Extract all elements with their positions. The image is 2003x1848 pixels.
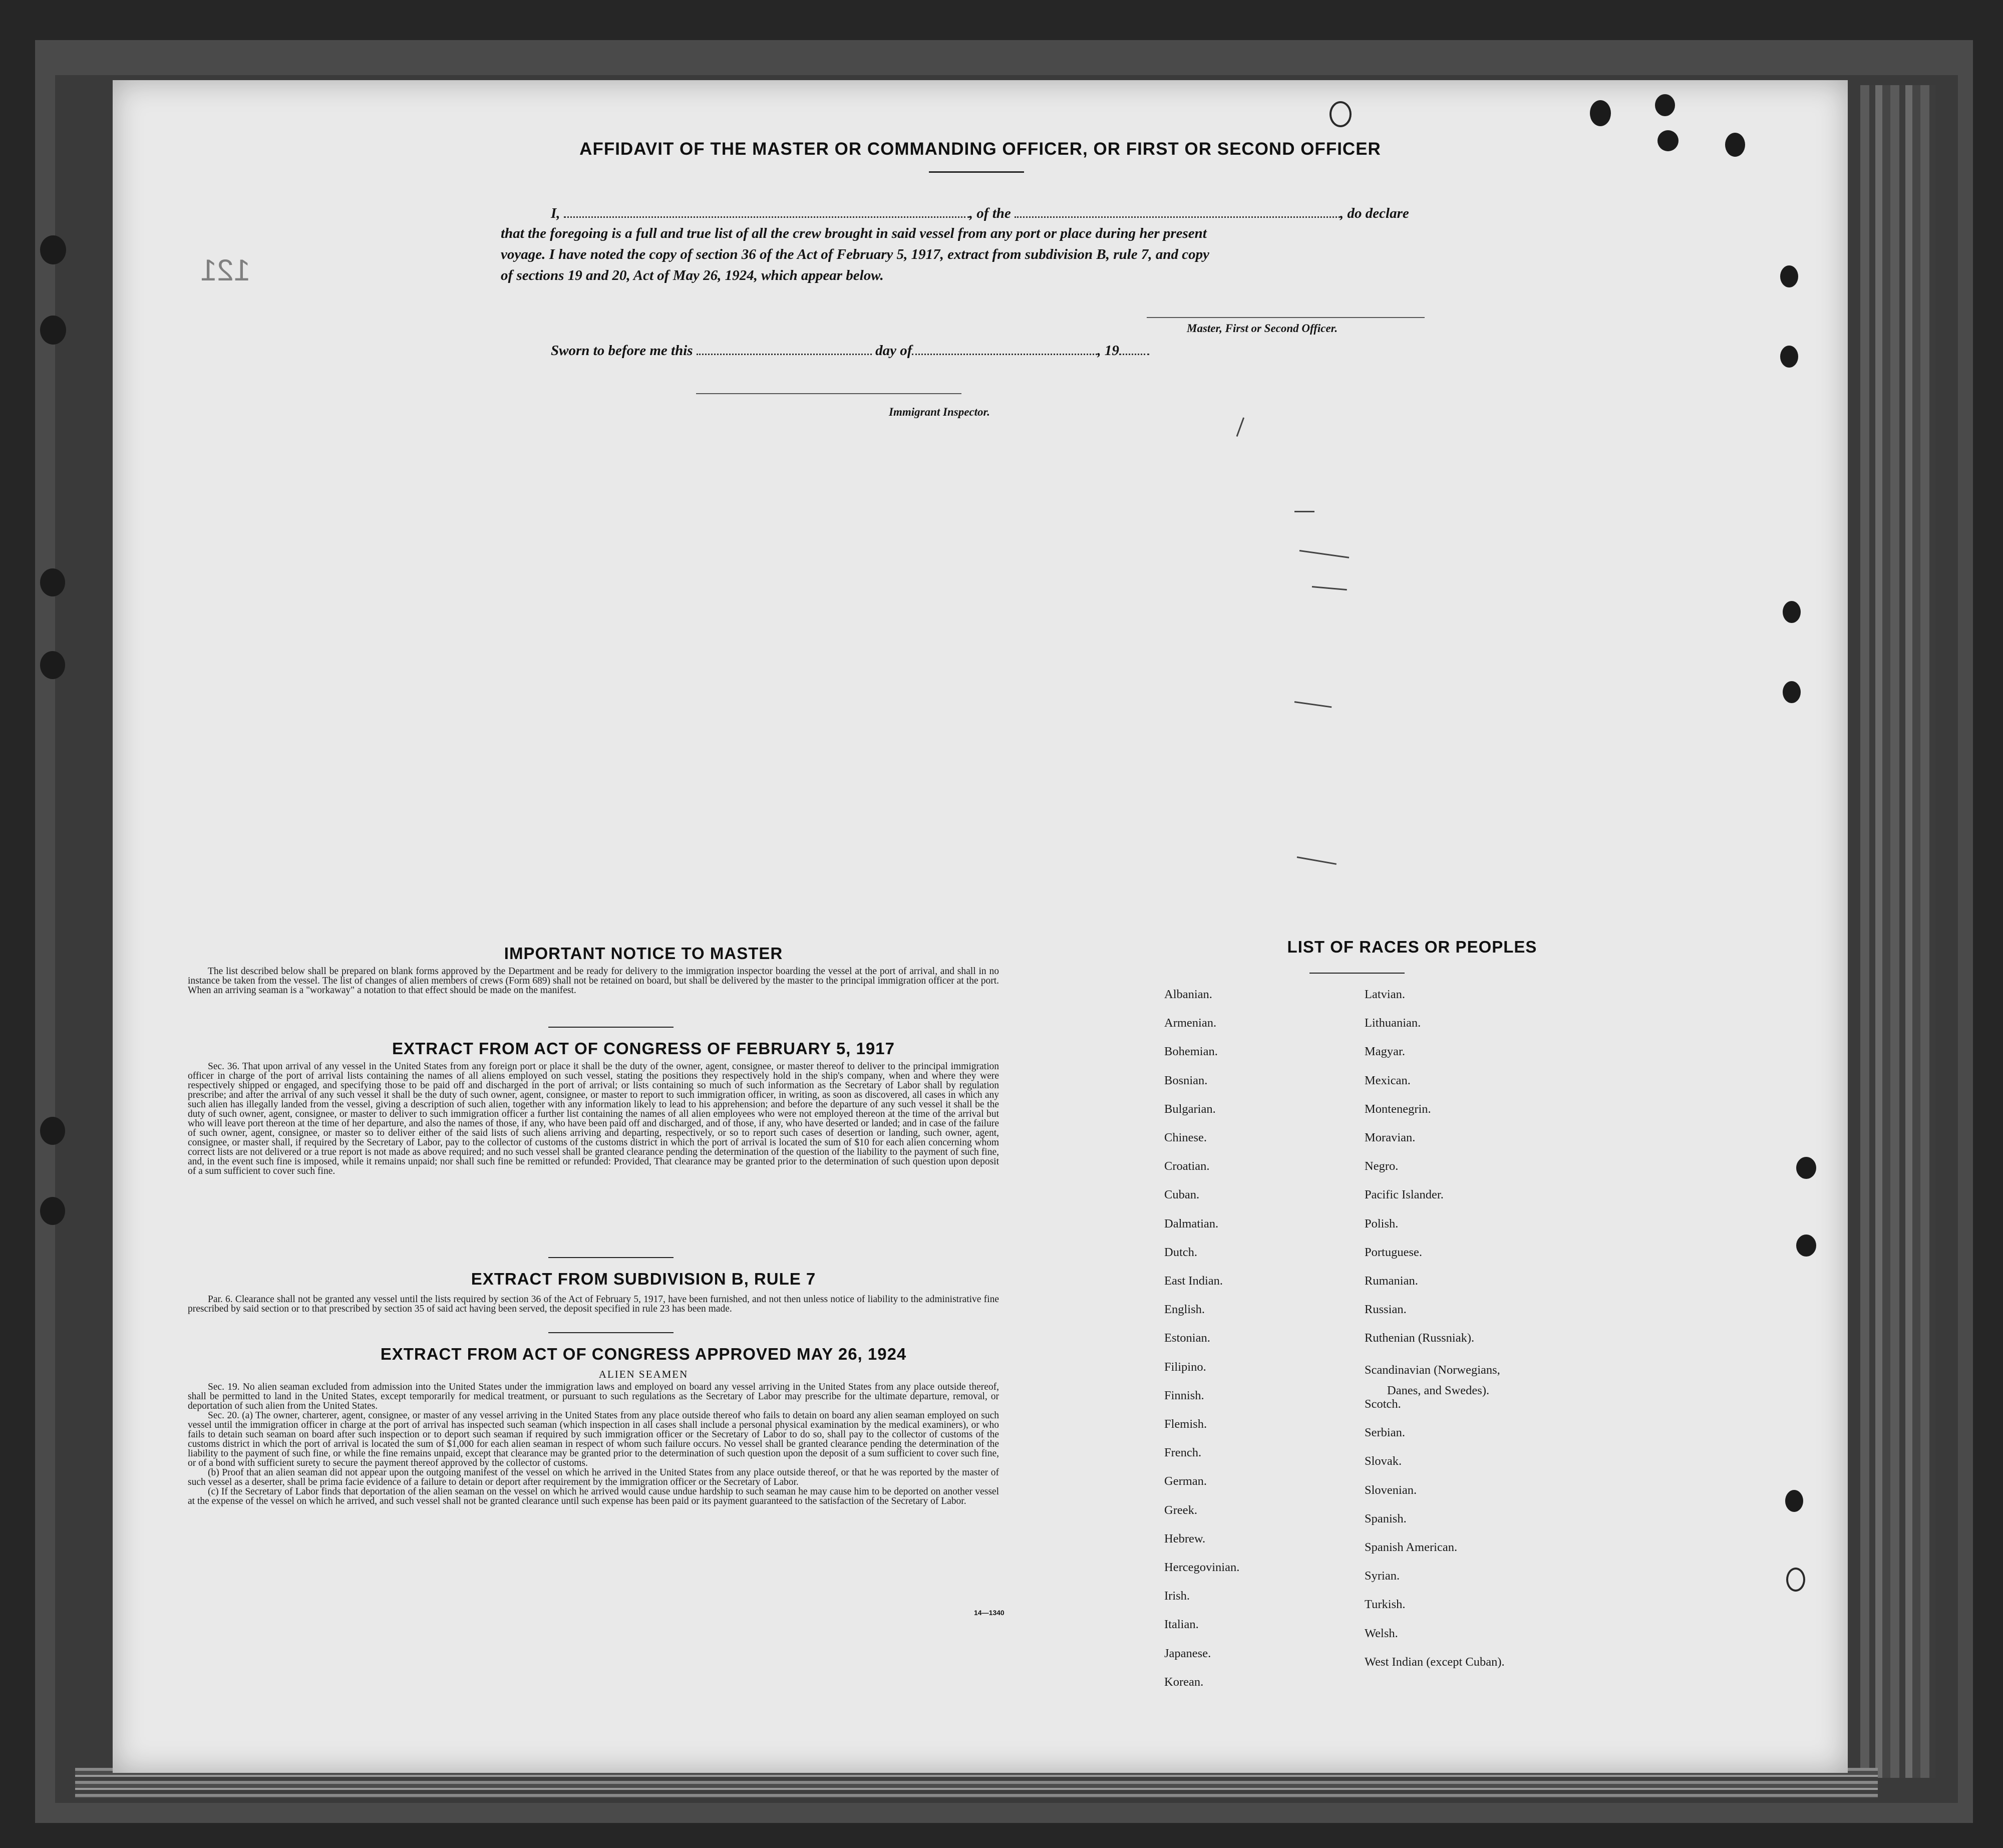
race-item: Filipino.	[1164, 1360, 1206, 1374]
stray-mark	[1294, 511, 1314, 512]
year-blank	[1119, 342, 1149, 355]
race-item: Portuguese.	[1365, 1245, 1422, 1259]
margin-number: 121	[200, 253, 251, 287]
binder-hole	[40, 235, 66, 264]
punch-hole	[1780, 346, 1798, 368]
stray-mark	[1297, 856, 1337, 865]
race-item: Bulgarian.	[1164, 1102, 1216, 1116]
races-title: LIST OF RACES OR PEOPLES	[1287, 938, 1537, 956]
race-item: Slovenian.	[1365, 1483, 1417, 1497]
extract-1917-title: EXTRACT FROM ACT OF CONGRESS OF FEBRUARY 5, 1917	[392, 1039, 895, 1058]
sworn-line	[551, 342, 1149, 359]
binder-hole	[40, 651, 65, 679]
affidavit-line-3: voyage. I have noted the copy of section 36 of the Act of February 5, 1917, extract from subdivision B, rule 7, and copy	[501, 246, 1209, 262]
punch-hole	[1780, 265, 1798, 287]
race-item: English.	[1164, 1303, 1205, 1317]
race-item: Turkish.	[1365, 1598, 1406, 1612]
race-item: Rumanian.	[1365, 1274, 1418, 1288]
sec36-paragraph: Sec. 36. That upon arrival of any vessel in the United States from any foreign port or place it shall be the duty of the owner, agent, consignee, or master thereof to deliver to the principal immigration officer in charge of the port of arrival lists containing the names of all aliens employed on such vessel, stating the positions they respectively hold in the ship's company, when and where they were respectively shipped or engaged, and specifying those to be paid off and discharged in the port of arrival; or lists containing so much of such information as the Secretary of Labor shall by regulation prescribe; and after the arrival of any such vessel it shall be the duty of such owner, agent, consignee, or master to report to such immigration officer, in writing, as soon as discovered, all cases in which any such alien has illegally landed from the vessel, giving a description of such alien, together with any information likely to lead to his apprehension; and before the departure of any such vessel it shall be the duty of such owner, agent, consignee, or master to deliver to such immigration officer a further list containing the names of all alien employees who were not employed thereon at the time of the arrival but who will leave port thereon at the time of her departure, and also the names of those, if any, who have been paid off and discharged, and of those, if any, who have deserted or landed; and in case of the failure of such owner, agent, consignee, or master so to deliver either of the said lists of such aliens arriving and departing, respectively, or so to report such cases of desertion or landing, such owner, agent, consignee, or master shall, if required by the Secretary of Labor, pay to the collector of customs of the customs district in which the port of arrival is located the sum of $10 for each alien concerning whom correct lists are not delivered or a true report is not made as above required; and no such vessel shall be granted clearance pending the determination of the question of the liability to the payment of such fine, and, in the event such fine is imposed, while it remains unpaid; nor shall such fine be remitted or refunded: Provided, That clearance may be granted prior to the determination of such question upon deposit of a sum sufficient to cover such fine.	[188, 1061, 999, 1176]
document-page	[113, 80, 1848, 1773]
master-signature-line	[1147, 317, 1425, 318]
sec20c-paragraph: (c) If the Secretary of Labor finds that deportation of the alien seaman on the vessel on which he arrived would cause undue hardship to such seaman he may cause him to be deported on another vessel at the expense of the vessel on which he arrived, and such vessel shall not be granted clearance until such expense has been paid or its payment guaranteed to the satisfaction of the Secretary of Labor.	[188, 1486, 999, 1506]
race-item: Magyar.	[1365, 1045, 1405, 1059]
day-blank	[697, 342, 872, 355]
race-item: Negro.	[1365, 1159, 1399, 1173]
year-prefix: , 19	[1097, 343, 1119, 359]
title-rule	[929, 171, 1024, 173]
race-item: German.	[1164, 1474, 1207, 1488]
notice-paragraph: The list described below shall be prepared on blank forms approved by the Department and be ready for delivery to the immigration inspector boarding the vessel at the port of arrival, and shall in no instance be taken from the vessel. The list of changes of alien members of crews (Form 689) shall not be retained on board, but shall be delivered by the master to the principal immigration officer at the port. When an arriving seaman is a "workaway" a notation to that effect should be made on the manifest.	[188, 966, 999, 996]
vessel-blank	[1015, 204, 1340, 218]
extract-1924-text	[188, 1382, 999, 1506]
punch-hole	[1785, 1490, 1803, 1512]
punch-hole	[1655, 94, 1675, 116]
month-blank	[912, 342, 1097, 355]
punch-hole	[1783, 601, 1801, 623]
race-item: Latvian.	[1365, 988, 1405, 1001]
affidavit-i: I,	[551, 205, 560, 221]
affidavit-line-2: that the foregoing is a full and true list of all the crew brought in said vessel from any port or place during her present	[501, 225, 1207, 241]
race-item: Irish.	[1164, 1589, 1190, 1603]
stacked-page-edges	[1860, 85, 1935, 1778]
race-item: Hebrew.	[1164, 1531, 1206, 1546]
punch-hole-ring	[1329, 101, 1352, 127]
race-item: West Indian (except Cuban).	[1365, 1655, 1505, 1669]
race-item: Albanian.	[1164, 988, 1212, 1001]
race-item: East Indian.	[1164, 1274, 1223, 1288]
affidavit-declare-line	[551, 204, 1409, 222]
binder-hole	[40, 1117, 65, 1145]
races-title-rule	[1309, 973, 1405, 974]
race-item: Hercegovinian.	[1164, 1561, 1240, 1574]
inspector-caption: Immigrant Inspector.	[889, 406, 990, 418]
race-item: Bohemian.	[1164, 1045, 1218, 1059]
punch-hole-ring	[1786, 1568, 1805, 1592]
notice-text	[188, 967, 999, 995]
punch-hole	[1796, 1157, 1816, 1179]
race-item: Flemish.	[1164, 1417, 1207, 1431]
par6-paragraph: Par. 6. Clearance shall not be granted any vessel until the lists required by section 36 of the Act of February 5, 1917, have been furnished, and not then unless notice of liability to the administrative fine prescribed by said section or to that prescribed by section 35 of said act having been served, the deposit specified in rule 23 has been made.	[188, 1294, 999, 1314]
race-item: Welsh.	[1365, 1626, 1398, 1640]
extract-1917-text	[188, 1062, 999, 1176]
stray-mark	[1312, 586, 1347, 590]
race-item: Bosnian.	[1164, 1073, 1208, 1087]
race-item: Finnish.	[1164, 1388, 1204, 1402]
race-item: Pacific Islander.	[1365, 1188, 1444, 1202]
name-blank	[564, 204, 969, 218]
sworn-text: Sworn to before me this	[551, 343, 693, 359]
alien-seamen-heading: ALIEN SEAMEN	[598, 1368, 689, 1380]
race-item: Slovak.	[1365, 1454, 1402, 1468]
race-item: Moravian.	[1365, 1131, 1416, 1144]
race-item: Dutch.	[1164, 1245, 1197, 1259]
affidavit-line-4: of sections 19 and 20, Act of May 26, 1924, which appear below.	[501, 267, 884, 283]
notice-title: IMPORTANT NOTICE TO MASTER	[504, 944, 783, 963]
binder-hole	[40, 316, 66, 345]
punch-hole	[1590, 100, 1611, 126]
race-item: Syrian.	[1365, 1569, 1400, 1583]
race-item: Dalmatian.	[1164, 1216, 1219, 1230]
race-item: Japanese.	[1164, 1646, 1211, 1660]
race-item: Armenian.	[1164, 1016, 1217, 1030]
race-item: Polish.	[1365, 1216, 1399, 1230]
stray-mark	[1236, 417, 1244, 437]
race-item: Estonian.	[1164, 1331, 1210, 1345]
race-item: Russian.	[1365, 1303, 1407, 1317]
day-of-text: day of	[875, 343, 912, 359]
race-item: Danes, and Swedes).	[1387, 1383, 1490, 1397]
affidavit-of-the: , of the	[969, 205, 1011, 221]
binder-hole	[40, 568, 65, 596]
section-divider	[548, 1027, 674, 1028]
master-caption: Master, First or Second Officer.	[1187, 322, 1338, 335]
race-item: Serbian.	[1365, 1426, 1405, 1440]
form-number: 14—1340	[974, 1609, 1005, 1617]
affidavit-title: AFFIDAVIT OF THE MASTER OR COMMANDING OFFICER, OR FIRST OR SECOND OFFICER	[579, 139, 1381, 159]
section-divider	[548, 1332, 674, 1333]
rule7-title: EXTRACT FROM SUBDIVISION B, RULE 7	[471, 1270, 816, 1288]
binder-hole	[40, 1197, 65, 1225]
rule7-text	[188, 1295, 999, 1314]
stray-mark	[1294, 701, 1332, 708]
punch-hole	[1796, 1235, 1816, 1257]
punch-hole	[1783, 681, 1801, 703]
race-item: Scandinavian (Norwegians,	[1365, 1363, 1500, 1377]
sec20a-paragraph: Sec. 20. (a) The owner, charterer, agent, consignee, or master of any vessel arriving in the United States from any place outside thereof who fails to detain on board any alien seaman employed on such vessel until the immigration officer in charge at the port of arrival has inspected such seaman (which inspection in all cases shall include a personal physical examination by the medical examiners), or who fails to detain such seaman on board after such inspection or to deport such seaman if required by such immigration officer or the Secretary of Labor to do so, shall pay to the collector of customs of the customs district in which the port of arrival is located the sum of $1,000 for each alien seaman in respect of whom such failure occurs. No vessel shall be granted clearance pending the determination of the liability to the payment of such fine, or while the fine remains unpaid, except that clearance may be granted prior to the determination of such question upon the deposit of a sum sufficient to cover such fine, or of a bond with sufficient surety to secure the payment thereof approved by the collector of customs.	[188, 1410, 999, 1468]
affidavit-do-declare: , do declare	[1340, 205, 1409, 221]
race-item: Greek.	[1164, 1503, 1197, 1517]
stray-mark	[1299, 550, 1349, 558]
race-item: Ruthenian (Russniak).	[1365, 1331, 1475, 1345]
section-divider	[548, 1257, 674, 1258]
race-item: Croatian.	[1164, 1159, 1210, 1173]
race-item: Montenegrin.	[1365, 1102, 1431, 1116]
race-item: Spanish.	[1365, 1511, 1407, 1525]
race-item: Spanish American.	[1365, 1540, 1458, 1554]
race-item: Lithuanian.	[1365, 1016, 1421, 1030]
extract-1924-title: EXTRACT FROM ACT OF CONGRESS APPROVED MAY 26, 1924	[380, 1345, 907, 1363]
race-item: Italian.	[1164, 1618, 1199, 1632]
inspector-signature-line	[696, 393, 961, 394]
race-item: French.	[1164, 1446, 1202, 1460]
race-item: Mexican.	[1365, 1073, 1411, 1087]
race-item: Chinese.	[1164, 1131, 1207, 1144]
sec20b-paragraph: (b) Proof that an alien seaman did not appear upon the outgoing manifest of the vessel on which he arrived in the United States from any place outside thereof, or that he was reported by the master of such vessel as a deserter, shall be prima facie evidence of a failure to detain or deport after requirement by the immigration officer or the Secretary of Labor.	[188, 1467, 999, 1487]
race-item: Korean.	[1164, 1675, 1204, 1689]
race-item: Cuban.	[1164, 1188, 1200, 1202]
race-item: Scotch.	[1365, 1397, 1401, 1411]
sec19-paragraph: Sec. 19. No alien seaman excluded from admission into the United States under the immigration laws and employed on board any vessel arriving in the United States from any place outside thereof, shall be permitted to land in the United States, except temporarily for medical treatment, or pursuant to such regulations as the Secretary of Labor may prescribe for the ultimate departure, removal, or deportation of such alien from the United States.	[188, 1382, 999, 1411]
